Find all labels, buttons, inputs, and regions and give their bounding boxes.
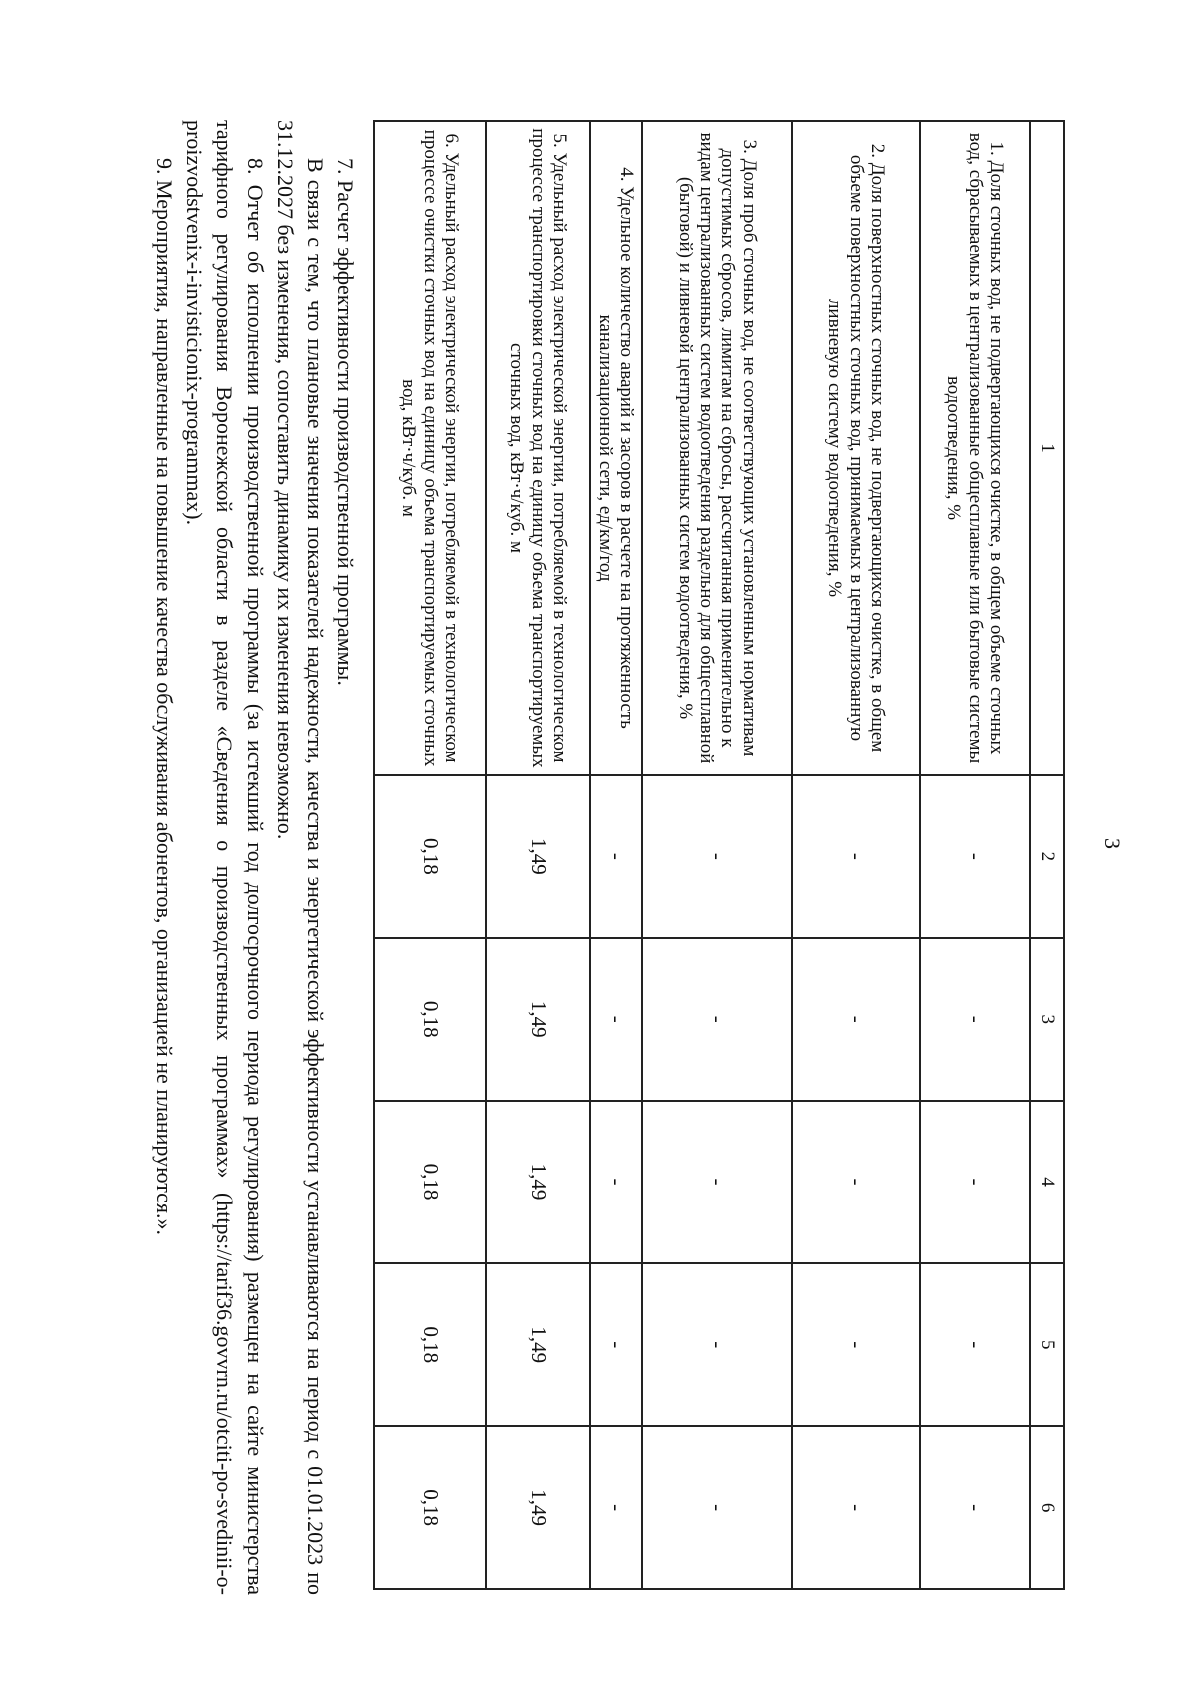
table-row — [642, 121, 792, 1589]
page-number: 3 — [1100, 838, 1125, 849]
table-header-row — [1030, 121, 1064, 1589]
indicator-value: 1,49 — [486, 1426, 590, 1589]
indicator-value: 1,49 — [486, 938, 590, 1101]
paragraph: В связи с тем, что плановые значения показателей надежности, качества и энергетической эффективности устанавливаются на период с 01.01.2023 по 31.12.2027 без изменения, сопоставить динамику их изменения невозможно. — [272, 120, 328, 1595]
indicator-value: - — [590, 938, 642, 1101]
indicator-value: - — [920, 938, 1030, 1101]
indicator-value: - — [590, 1101, 642, 1264]
table-row — [590, 121, 642, 1589]
indicator-value: - — [920, 1101, 1030, 1264]
indicator-value: 1,49 — [486, 775, 590, 938]
indicator-value: - — [920, 775, 1030, 938]
table-row — [920, 121, 1030, 1589]
indicator-value: - — [590, 775, 642, 938]
column-header: 5 — [1030, 1263, 1064, 1426]
body-text — [149, 120, 360, 1595]
indicator-value: 0,18 — [374, 775, 486, 938]
paragraph: 9. Мероприятия, направленные на повышение качества обслуживания абонентов, организацией не планируются.». — [152, 158, 178, 1236]
indicator-value: - — [792, 1101, 920, 1264]
indicator-name: 5. Удельный расход электрической энергии, потребляемой в технологическом процессе транспортировки сточных вод на единицу объема транспортируемых сточных вод, кВт·ч/куб. м — [486, 121, 590, 775]
indicator-value: - — [642, 1101, 792, 1264]
indicator-name: 3. Доля проб сточных вод, не соответствующих установленным нормативам допустимых сбросов, лимитам на сбросы, рассчитанная применительно к видам централизованных систем водоотведения раздельно для общесплавной (бытовой) и ливневой централизованных систем водоотведения, % — [642, 121, 792, 775]
section-heading: 7. Расчет эффективности производственной программы. — [333, 158, 358, 686]
indicator-name: 1. Доля сточных вод, не подвергающихся очистке, в общем объеме сточных вод, сбрасываемых в централизованные общесплавные или бытовые системы водоотведения, % — [920, 121, 1030, 775]
table-row — [792, 121, 920, 1589]
indicators-table — [373, 120, 1065, 1590]
indicator-value: - — [642, 1263, 792, 1426]
indicator-value: 1,49 — [486, 1101, 590, 1264]
indicator-name: 6. Удельный расход электрической энергии, потребляемой в технологическом процессе очистки сточных вод на единицу объема транспортируемых сточных вод, кВт·ч/куб. м — [374, 121, 486, 775]
column-header: 3 — [1030, 938, 1064, 1101]
column-header: 1 — [1030, 121, 1064, 775]
indicator-value: - — [792, 1263, 920, 1426]
column-header: 4 — [1030, 1101, 1064, 1264]
indicator-value: 0,18 — [374, 938, 486, 1101]
indicator-value: - — [642, 775, 792, 938]
table-row — [374, 121, 486, 1589]
indicator-value: - — [920, 1263, 1030, 1426]
indicator-value: - — [792, 938, 920, 1101]
indicator-value: - — [590, 1263, 642, 1426]
indicator-value: - — [792, 1426, 920, 1589]
indicator-name: 4. Удельное количество аварий и засоров в расчете на протяженность канализационной сети, ед/км/год — [590, 121, 642, 775]
column-header: 2 — [1030, 775, 1064, 938]
paragraph: 8. Отчет об исполнении производственной программы (за истекший год долгосрочного периода регулирования) размещен на сайте министерства тарифного регулирования Воронежской области в разделе «Сведения о производственных программах» (https://tarif36.govvrn.ru/otciti-po-svedinii-o-proizvodstvenix-i-invisticionix-programmax). — [182, 120, 268, 1595]
indicator-value: 0,18 — [374, 1101, 486, 1264]
indicator-value: 0,18 — [374, 1263, 486, 1426]
indicator-value: - — [642, 1426, 792, 1589]
indicator-value: - — [642, 938, 792, 1101]
indicator-name: 2. Доля поверхностных сточных вод, не подвергающихся очистке, в общем объеме поверхностных сточных вод, принимаемых в централизованную ливневую систему водоотведения, % — [792, 121, 920, 775]
table-row — [486, 121, 590, 1589]
indicator-value: 0,18 — [374, 1426, 486, 1589]
indicator-value: - — [792, 775, 920, 938]
indicator-value: - — [590, 1426, 642, 1589]
column-header: 6 — [1030, 1426, 1064, 1589]
indicator-value: - — [920, 1426, 1030, 1589]
indicator-value: 1,49 — [486, 1263, 590, 1426]
